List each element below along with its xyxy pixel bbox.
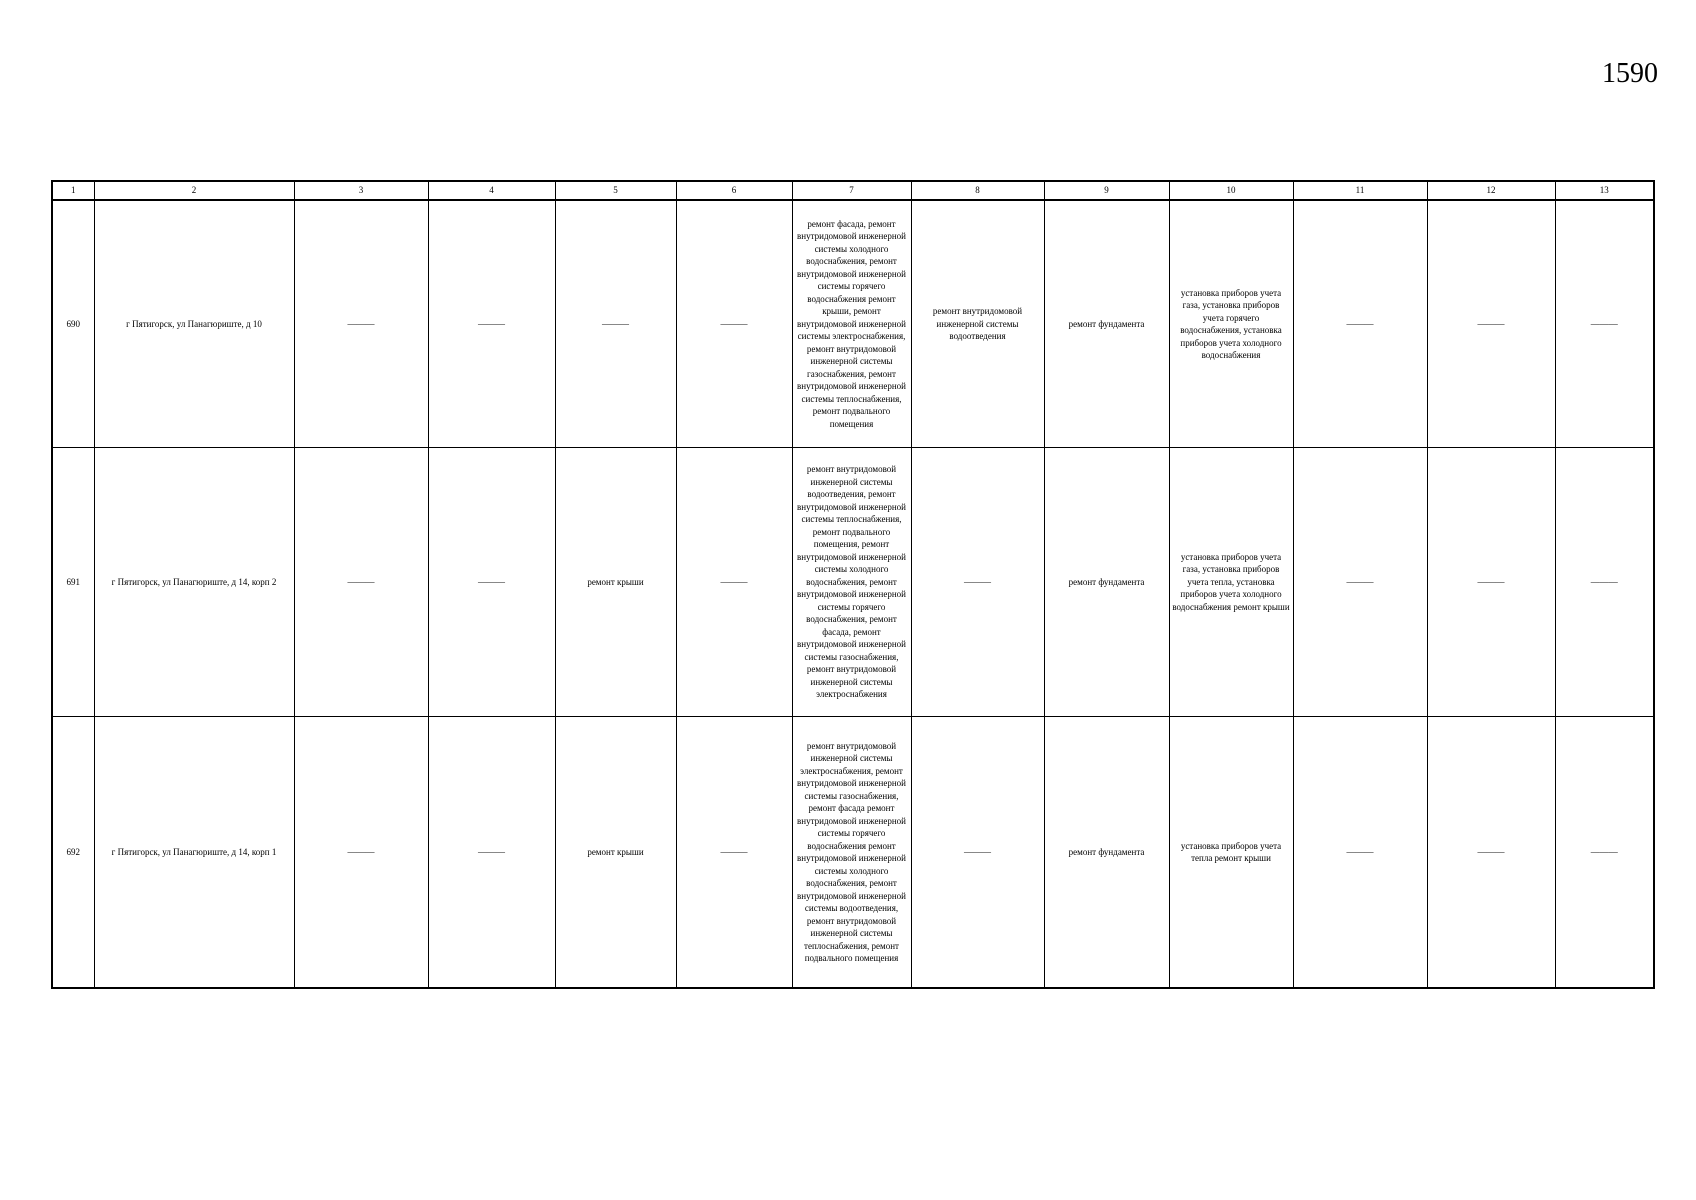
column-header: 10 <box>1169 181 1293 200</box>
table-cell: ремонт крыши <box>555 717 676 989</box>
column-header: 8 <box>911 181 1044 200</box>
table-cell: установка приборов учета газа, установка приборов учета тепла, установка приборов учета холодного водоснабжения ремонт крыши <box>1169 448 1293 717</box>
column-header: 6 <box>676 181 792 200</box>
table-cell: установка приборов учета тепла ремонт крыши <box>1169 717 1293 989</box>
table-cell: ——— <box>555 200 676 448</box>
table-row <box>52 717 1654 989</box>
column-header: 5 <box>555 181 676 200</box>
column-header: 13 <box>1555 181 1654 200</box>
table-cell: ——— <box>294 717 428 989</box>
table-cell: ремонт фундамента <box>1044 448 1169 717</box>
column-header: 4 <box>428 181 555 200</box>
table-cell: установка приборов учета газа, установка приборов учета горячего водоснабжения, установка приборов учета холодного водоснабжения <box>1169 200 1293 448</box>
work-list-cell: ремонт фасада, ремонт внутридомовой инженерной системы холодного водоснабжения, ремонт внутридомовой инженерной системы горячего водоснабжения ремонт крыши, ремонт внутридомовой инженерной системы электроснабжения, ремонт внутридомовой инженерной системы газоснабжения, ремонт внутридомовой инженерной системы теплоснабжения, ремонт подвального помещения <box>792 200 911 448</box>
table-cell: ремонт фундамента <box>1044 717 1169 989</box>
table-cell: ——— <box>1293 200 1427 448</box>
page-number: 1590 <box>1602 58 1658 89</box>
work-list-cell: ремонт внутридомовой инженерной системы электроснабжения, ремонт внутридомовой инженерной системы газоснабжения, ремонт фасада ремонт внутридомовой инженерной системы горячего водоснабжения ремонт внутридомовой инженерной системы холодного водоснабжения, ремонт внутридомовой инженерной системы водоотведения, ремонт внутридомовой инженерной системы теплоснабжения, ремонт подвального помещения <box>792 717 911 989</box>
table-cell: ремонт внутридомовой инженерной системы водоотведения <box>911 200 1044 448</box>
column-header: 11 <box>1293 181 1427 200</box>
table-cell: ремонт крыши <box>555 448 676 717</box>
table-cell: ——— <box>1427 448 1555 717</box>
address-cell: г Пятигорск, ул Панагюриште, д 14, корп 2 <box>94 448 294 717</box>
table-cell: ——— <box>428 717 555 989</box>
column-header: 1 <box>52 181 94 200</box>
table-cell: ——— <box>1293 717 1427 989</box>
table-row <box>52 200 1654 448</box>
table-row <box>52 448 1654 717</box>
table-cell: ремонт фундамента <box>1044 200 1169 448</box>
work-list-cell: ремонт внутридомовой инженерной системы водоотведения, ремонт внутридомовой инженерной системы теплоснабжения, ремонт подвального помещения, ремонт внутридомовой инженерной системы холодного водоснабжения, ремонт внутридомовой инженерной системы горячего водоснабжения, ремонт фасада, ремонт внутридомовой инженерной системы газоснабжения, ремонт внутридомовой инженерной системы электроснабжения <box>792 448 911 717</box>
repair-schedule-table <box>51 180 1655 989</box>
table-cell: ——— <box>911 448 1044 717</box>
row-number: 691 <box>52 448 94 717</box>
table-cell: ——— <box>1427 717 1555 989</box>
row-number: 692 <box>52 717 94 989</box>
table-cell: ——— <box>676 448 792 717</box>
table-cell: ——— <box>911 717 1044 989</box>
address-cell: г Пятигорск, ул Панагюриште, д 14, корп 1 <box>94 717 294 989</box>
table-cell: ——— <box>1555 200 1654 448</box>
table-cell: ——— <box>676 200 792 448</box>
table-cell: ——— <box>1427 200 1555 448</box>
table-cell: ——— <box>1555 448 1654 717</box>
table-cell: ——— <box>428 448 555 717</box>
table-cell: ——— <box>1555 717 1654 989</box>
column-header: 12 <box>1427 181 1555 200</box>
address-cell: г Пятигорск, ул Панагюриште, д 10 <box>94 200 294 448</box>
column-header: 7 <box>792 181 911 200</box>
table-cell: ——— <box>1293 448 1427 717</box>
row-number: 690 <box>52 200 94 448</box>
column-header: 2 <box>94 181 294 200</box>
column-number-header-row <box>52 181 1654 200</box>
table-cell: ——— <box>428 200 555 448</box>
table-cell: ——— <box>676 717 792 989</box>
table-cell: ——— <box>294 448 428 717</box>
column-header: 9 <box>1044 181 1169 200</box>
column-header: 3 <box>294 181 428 200</box>
table-cell: ——— <box>294 200 428 448</box>
